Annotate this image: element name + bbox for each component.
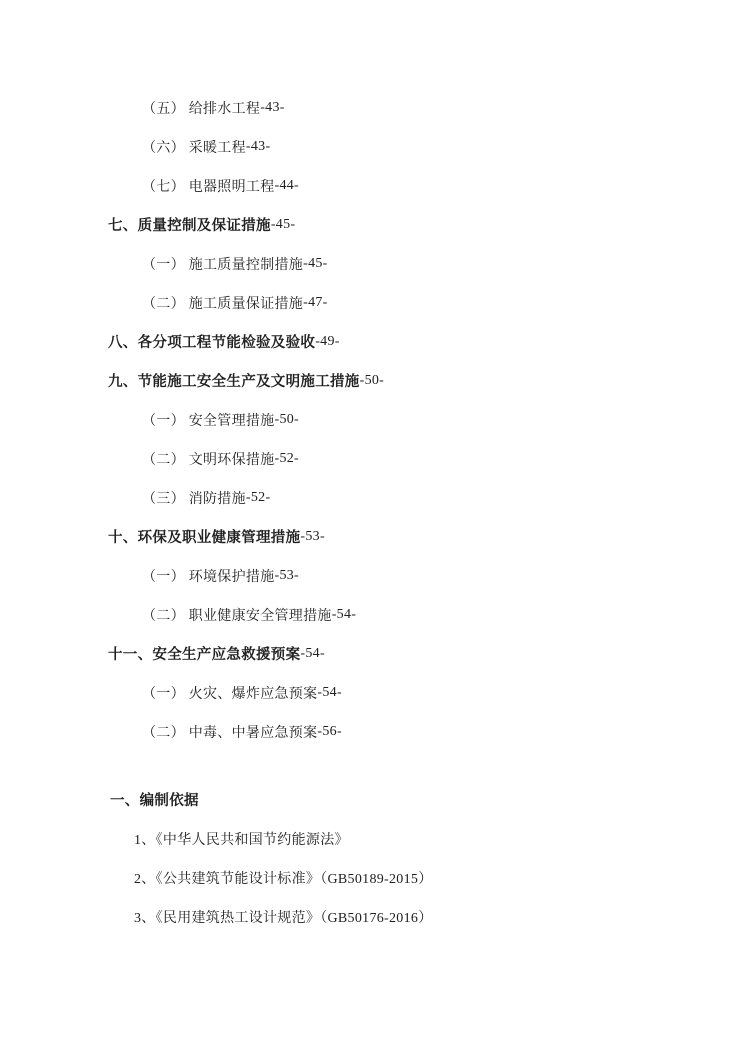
toc-entry-text: 九、节能施工安全生产及文明施工措施 bbox=[108, 374, 360, 390]
toc-entry[interactable] bbox=[0, 127, 744, 166]
toc-entry[interactable] bbox=[0, 244, 744, 283]
section-heading-text: 一、编制依据 bbox=[110, 793, 199, 809]
toc-entry[interactable] bbox=[0, 88, 744, 127]
toc-page-number: -50- bbox=[359, 372, 385, 388]
toc-entry[interactable] bbox=[0, 283, 744, 322]
toc-entry-chapter[interactable] bbox=[0, 517, 744, 556]
toc-page-number: -45- bbox=[270, 216, 296, 232]
table-of-contents bbox=[0, 88, 744, 751]
toc-entry-text: （三） 消防措施 bbox=[142, 491, 246, 507]
page-content bbox=[0, 88, 744, 936]
toc-entry-text: （五） 给排水工程 bbox=[142, 101, 261, 117]
toc-page-number: -52- bbox=[245, 489, 271, 505]
toc-page-number: -50- bbox=[274, 411, 300, 427]
reference-text: 2、《公共建筑节能设计标准》（GB50189-2015） bbox=[134, 871, 433, 887]
toc-entry-text: （一） 环境保护措施 bbox=[142, 569, 275, 585]
toc-page-number: -49- bbox=[315, 333, 340, 349]
toc-entry-text: （七） 电器照明工程 bbox=[142, 179, 275, 195]
toc-entry-text: （一） 施工质量控制措施 bbox=[142, 257, 304, 273]
toc-entry[interactable] bbox=[0, 439, 744, 478]
toc-page-number: -54- bbox=[331, 606, 357, 622]
toc-page-number: -52- bbox=[274, 450, 300, 466]
toc-entry[interactable] bbox=[0, 400, 744, 439]
toc-page-number: -54- bbox=[317, 684, 342, 700]
toc-entry[interactable] bbox=[0, 712, 744, 751]
toc-entry-text: （二） 文明环保措施 bbox=[142, 452, 275, 468]
toc-page-number: -54- bbox=[300, 645, 325, 661]
toc-page-number: -43- bbox=[260, 99, 285, 115]
toc-entry[interactable] bbox=[0, 166, 744, 205]
body-section bbox=[0, 780, 744, 936]
reference-text: 1、《中华人民共和国节约能源法》 bbox=[134, 832, 349, 848]
toc-entry[interactable] bbox=[0, 673, 744, 712]
toc-entry-text: （二） 职业健康安全管理措施 bbox=[142, 608, 332, 624]
toc-entry-text: （一） 火灾、爆炸应急预案 bbox=[142, 686, 318, 702]
reference-item bbox=[0, 897, 744, 936]
reference-item bbox=[0, 858, 744, 897]
toc-page-number: -43- bbox=[245, 138, 271, 154]
toc-page-number: -53- bbox=[300, 528, 325, 544]
toc-entry-chapter[interactable] bbox=[0, 322, 744, 361]
reference-item bbox=[0, 819, 744, 858]
toc-entry-text: 十、环保及职业健康管理措施 bbox=[108, 530, 301, 546]
toc-entry-chapter[interactable] bbox=[0, 634, 744, 673]
toc-page-number: -47- bbox=[303, 294, 328, 310]
toc-page-number: -56- bbox=[317, 723, 342, 739]
toc-entry-text: 八、各分项工程节能检验及验收 bbox=[108, 335, 316, 351]
toc-entry-text: （六） 采暖工程 bbox=[142, 140, 246, 156]
toc-entry-text: （一） 安全管理措施 bbox=[142, 413, 275, 429]
toc-entry[interactable] bbox=[0, 556, 744, 595]
section-heading bbox=[0, 780, 744, 819]
reference-text: 3、《民用建筑热工设计规范》（GB50176-2016） bbox=[134, 910, 433, 926]
toc-page-number: -45- bbox=[303, 255, 328, 271]
toc-entry-chapter[interactable] bbox=[0, 205, 744, 244]
toc-entry[interactable] bbox=[0, 478, 744, 517]
toc-entry[interactable] bbox=[0, 595, 744, 634]
toc-page-number: -53- bbox=[274, 567, 300, 583]
toc-page-number: -44- bbox=[274, 177, 300, 193]
toc-entry-text: （二） 中毒、中暑应急预案 bbox=[142, 725, 318, 741]
toc-entry-text: 十一、安全生产应急救援预案 bbox=[108, 647, 301, 663]
toc-entry-text: （二） 施工质量保证措施 bbox=[142, 296, 304, 312]
toc-entry-chapter[interactable] bbox=[0, 361, 744, 400]
toc-entry-text: 七、质量控制及保证措施 bbox=[108, 218, 271, 234]
